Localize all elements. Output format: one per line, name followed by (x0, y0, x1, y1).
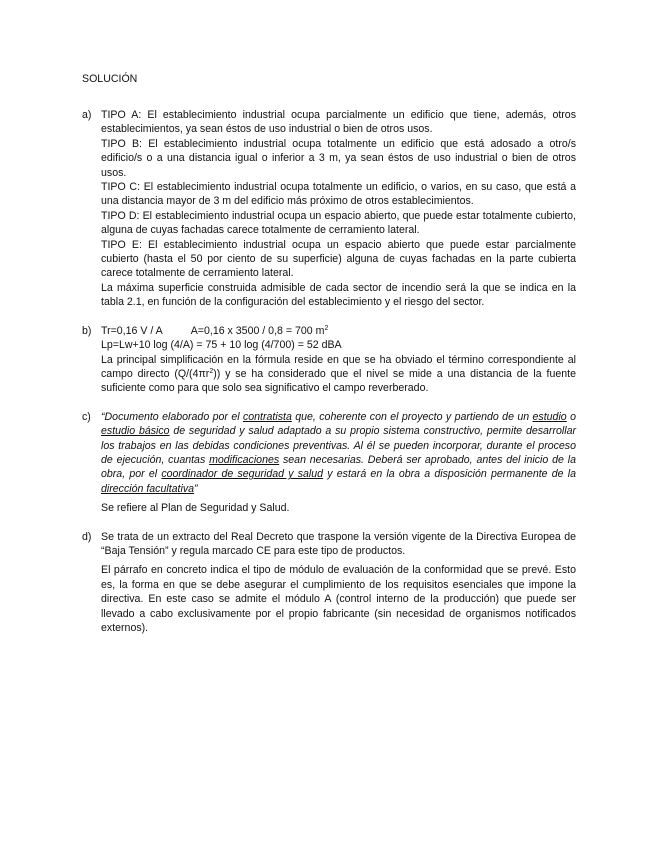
simplification-text-1: La principal simplificación en la fórmula reside en que se ha obviado el término correspondiente al campo directo (Q/(4πr (101, 353, 576, 380)
answer-a-body (101, 108, 576, 310)
formula-line-2: Lp=Lw+10 log (4/A) = 75 + 10 log (4/700) = 52 dBA (101, 339, 342, 352)
max-surface-paragraph: La máxima superficie construida admisible de cada sector de incendio será la que se indica en la tabla 2.1, en función de la configuración del establecimiento y el riesgo del sector. (101, 281, 576, 309)
answer-b-body (101, 324, 576, 396)
answer-a (82, 108, 576, 310)
simplification-paragraph (101, 353, 576, 396)
tipo-b-paragraph: TIPO B: El establecimiento industrial ocupa totalmente un edificio que está adosado a otro/s edificio/s o a una distancia igual o inferior a 3 m, ya sean éstos de uso industrial o bien de otros usos. (101, 137, 576, 179)
answer-c (82, 410, 576, 516)
answer-d (82, 530, 576, 636)
tipo-e-paragraph: TIPO E: El establecimiento industrial ocupa un espacio abierto que puede estar parcialmente cubierto (hasta el 50 por ciento de su superficie) alguna de cuyas fachadas en la parte cubierta carece totalmente de cerramiento lateral. (101, 238, 576, 280)
tipo-c-paragraph: TIPO C: El establecimiento industrial ocupa totalmente un edificio, o varios, en su caso, que está a una distancia mayor de 3 m del edificio más próximo de otros establecimientos. (101, 181, 576, 208)
quote-underlined-contratista: contratista (242, 410, 292, 423)
quote-text-5: o (566, 410, 576, 423)
modulo-paragraph: El párrafo en concreto indica el tipo de módulo de evaluación de la conformidad que se prevé. Esto es, la forma en que se debe asegurar el cumplimiento de los requisitos esenciales que impone la directiva. En este caso se admite el módulo A (control interno de la producción) que puede ser llevado a cabo exclusivamente por el propio fabricante (sin necesidad de organismos notificados externos). (101, 564, 576, 634)
tipo-a-paragraph: TIPO A: El establecimiento industrial ocupa parcialmente un edificio que tiene, además, otros establecimientos, ya sean éstos de uso industrial o bien de otros usos. (101, 109, 576, 136)
answer-a-marker: a) (82, 109, 92, 121)
formula-line-1 (101, 324, 576, 338)
quoted-definition (101, 410, 576, 496)
quote-underlined-direccion: dirección facultativa (101, 482, 195, 495)
quote-text-11: y estará en la obra a disposición permanente de la (323, 468, 576, 481)
answer-c-marker: c) (82, 410, 91, 423)
quote-text-7: de seguridad y salud adaptado a su propio sistema constructivo, permite desarrollar los trabajos en las debidas condiciones preventivas. Al él se pueden incorporar, durante el proceso de ejecución, cuantas (101, 425, 576, 466)
real-decreto-paragraph: Se trata de un extracto del Real Decreto que traspone la versión vigente de la Directiva Europea de “Baja Tensión” y regula marcado CE para este tipo de productos. (101, 530, 576, 557)
tr-formula: Tr=0,16 V / A (101, 324, 163, 337)
quote-underlined-estudio: estudio (532, 410, 567, 423)
area-unit-sup: 2 (324, 324, 329, 332)
answer-d-body (101, 530, 576, 636)
tipo-d-paragraph: TIPO D: El establecimiento industrial ocupa un espacio abierto, que puede estar totalmente cubierto, alguna de cuyas fachadas carece totalmente de cerramiento lateral. (101, 209, 576, 237)
area-formula: A=0,16 x 3500 / 0,8 = 700 m (190, 324, 325, 337)
quote-text-3: que, coherente con el proyecto y partiendo de un (291, 410, 533, 423)
quote-underlined-coordinador: coordinador de seguridad y salud (161, 468, 324, 481)
plan-answer: Se refiere al Plan de Seguridad y Salud. (101, 502, 290, 515)
section-heading: SOLUCIÓN (82, 73, 138, 85)
quote-text-13: ” (194, 482, 198, 495)
quote-text-1: “Documento elaborado por el (101, 410, 243, 423)
r-squared-sup: 2 (209, 367, 214, 375)
quote-underlined-modificaciones: modificaciones (209, 453, 280, 466)
answer-b (82, 324, 576, 396)
quote-text-9: sean necesarias. Deberá ser aprobado, antes del inicio de la obra, por el (101, 453, 576, 481)
answer-b-marker: b) (82, 324, 92, 337)
quote-underlined-estudio-basico: estudio básico (101, 425, 170, 438)
answer-c-body (101, 410, 576, 516)
answer-d-marker: d) (82, 530, 92, 543)
simplification-text-2: )) y se ha considerado que el nivel se mide a una distancia de la fuente suficiente como para que solo sea significativo el campo reverberado. (101, 367, 576, 395)
answer-list (82, 108, 576, 649)
